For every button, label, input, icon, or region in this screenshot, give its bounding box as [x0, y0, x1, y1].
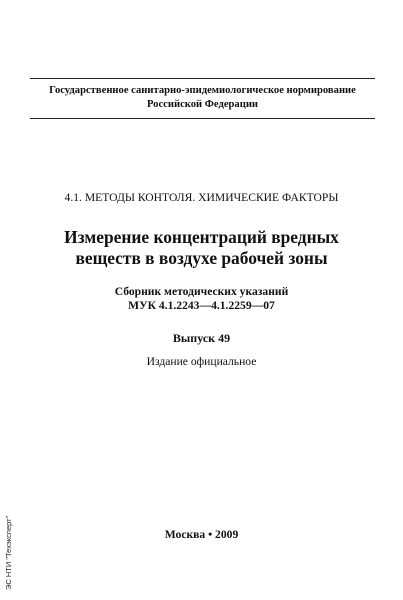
subtitle-line-1: Сборник методических указаний: [114, 285, 289, 298]
title-line-2: веществ в воздухе рабочей зоны: [75, 247, 328, 268]
document-subtitle: [10, 285, 393, 313]
header-line-1: Государственное санитарно-эпидемиологическое нормирование: [49, 85, 356, 96]
publication-place-year: Москва • 2009: [164, 528, 239, 541]
document-title: [10, 227, 393, 268]
issue-number: Выпуск 49: [172, 331, 231, 345]
header-bottom-rule: [30, 118, 375, 119]
header-top-rule: [30, 78, 375, 79]
series-heading: 4.1. МЕТОДЫ КОНТОЛЯ. ХИМИЧЕСКИЕ ФАКТОРЫ: [64, 191, 339, 204]
edition-note: Издание официальное: [146, 355, 257, 368]
source-stamp: ЭС НТИ "Техэксперт": [4, 515, 13, 590]
header-line-2: Российской Федерации: [146, 99, 259, 110]
document-header: [30, 84, 375, 112]
subtitle-line-2: МУК 4.1.2243—4.1.2259—07: [128, 299, 275, 312]
title-line-1: Измерение концентраций вредных: [64, 227, 339, 247]
